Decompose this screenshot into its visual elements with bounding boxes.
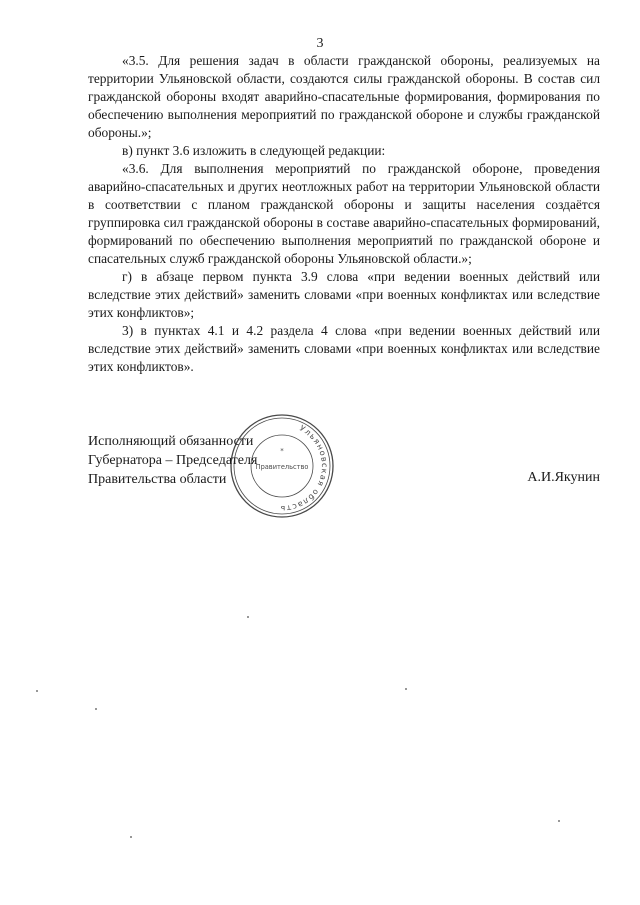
official-seal — [228, 412, 336, 520]
paragraph-g: г) в абзаце первом пункта 3.9 слова «при ведении военных действий или вследствие этих действий» заменить словами «при военных конфликтах или вследствие этих конфликтов»; — [88, 269, 600, 320]
seal-ring-text: Ульяновская область — [279, 423, 330, 514]
scan-speck — [130, 836, 132, 838]
signature-line-1: Исполняющий обязанности — [88, 434, 254, 449]
signature-line-2: Губернатора – Председателя — [88, 453, 258, 468]
paragraph-3: 3) в пунктах 4.1 и 4.2 раздела 4 слова «при ведении военных действий или вследствие этих действий» заменить словами «при военных конфликтах или вследствие этих конфликтов». — [88, 323, 600, 374]
paragraph-v: в) пункт 3.6 изложить в следующей редакции: — [122, 143, 386, 158]
document-body — [88, 52, 600, 376]
page-number: 3 — [316, 36, 324, 51]
seal-star-icon: * — [280, 447, 284, 455]
seal-center-text: Правительство — [255, 463, 309, 471]
scan-speck — [247, 616, 249, 618]
paragraph-3-5: «3.5. Для решения задач в области гражданской обороны, реализуемых на территории Ульяновской области, создаются силы гражданской обороны. В состав сил гражданской обороны входят аварийно-спасательные формирования, формирования по обеспечению выполнения мероприятий по гражданской обороне и службы гражданской обороны.»; — [88, 53, 600, 140]
scan-speck — [405, 688, 407, 690]
scan-speck — [95, 708, 97, 710]
scan-speck — [558, 820, 560, 822]
scan-speck — [36, 690, 38, 692]
paragraph-3-6: «3.6. Для выполнения мероприятий по гражданской обороне, проведения аварийно-спасательных и других неотложных работ на территории Ульяновской области в соответствии с планом гражданской обороны и защиты населения создаётся группировка сил гражданской обороны в составе аварийно-спасательных формирований, формирований по обеспечению выполнения мероприятий по гражданской обороне и спасательных служб гражданской обороны Ульяновской области.»; — [88, 161, 600, 266]
signer-name: А.И.Якунин — [527, 470, 600, 485]
signature-line-3: Правительства области — [88, 472, 227, 487]
